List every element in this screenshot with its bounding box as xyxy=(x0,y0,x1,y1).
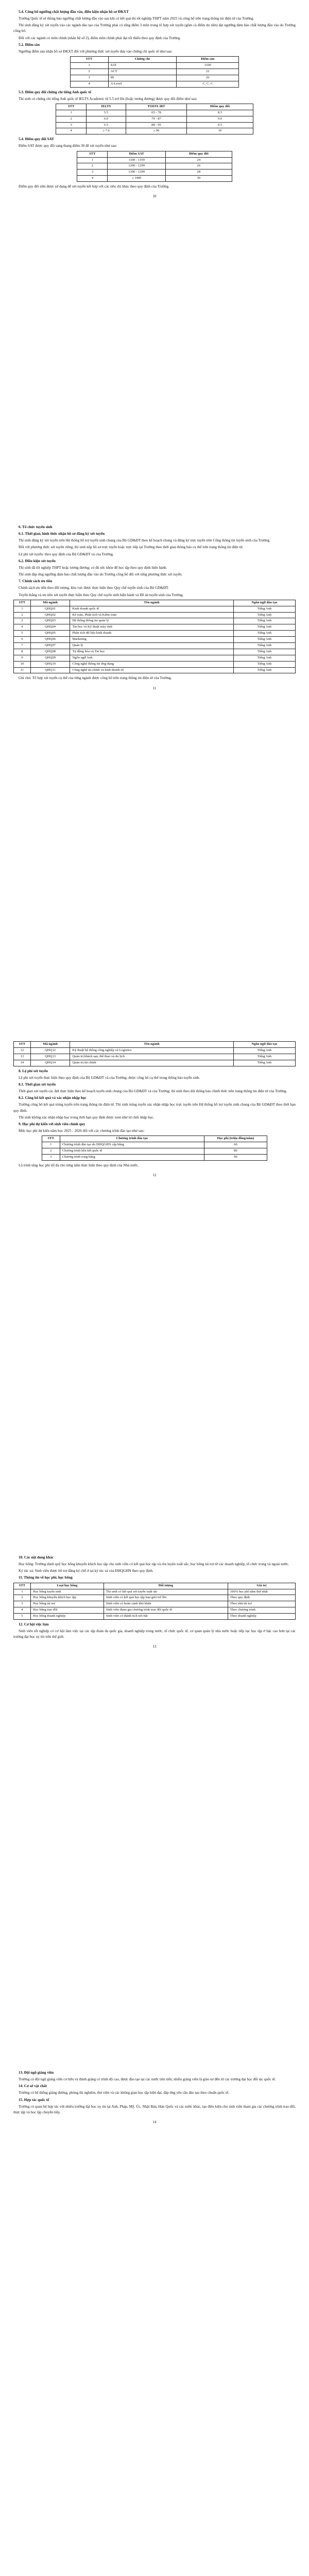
table-cell: 5 xyxy=(14,1614,31,1620)
table-cell: 4 xyxy=(56,128,87,134)
table-cell: 8.5 xyxy=(187,110,253,116)
table-row xyxy=(14,649,296,655)
table-cell: Tiếng Anh xyxy=(233,606,295,612)
table-cell: 26 xyxy=(165,163,232,170)
table-cell: Tiếng Anh xyxy=(233,624,295,631)
paragraph: Ký túc xá: Sinh viên được hỗ trợ đăng ký chỗ ở tại ký túc xá của ĐHQGHN theo quy định. xyxy=(19,1569,153,1573)
table-header-cell: Điểm quy đổi xyxy=(165,151,232,157)
tuition-table xyxy=(42,1136,267,1161)
section-heading: 5.2. Điểm sàn xyxy=(19,42,40,47)
table-cell: 5.5 xyxy=(87,110,126,116)
table-header-row xyxy=(77,151,232,157)
paragraph: Lệ phí xét tuyển: theo quy định của Bộ GD&ĐT và của Trường. xyxy=(19,552,114,556)
table-header-cell: Học phí (triệu đồng/năm) xyxy=(204,1136,267,1142)
table-cell: QHQ04 xyxy=(30,624,70,631)
table-cell: Tiếng Anh xyxy=(233,661,295,667)
table-cell: 7 xyxy=(14,642,31,649)
table-cell: Kỹ thuật hệ thống công nghiệp và Logistics xyxy=(70,1047,233,1054)
table-cell: 2 xyxy=(14,1595,31,1601)
table-row xyxy=(56,116,253,122)
table-header-cell: Điểm SAT xyxy=(108,151,166,157)
table-cell: QHQ03 xyxy=(30,618,70,624)
table-cell: 1200 - 1299 xyxy=(108,163,166,170)
table-row xyxy=(14,1607,296,1614)
paragraph: Lộ trình tăng học phí tối đa cho từng năm thực hiện theo quy định của Nhà nước. xyxy=(19,1163,139,1167)
table-cell: 24 xyxy=(165,157,232,163)
table-cell: 79 - 87 xyxy=(126,116,187,122)
table-cell: Kế toán, Phân tích và Kiểm toán xyxy=(70,612,233,618)
table-header-row xyxy=(42,1136,267,1142)
table-row xyxy=(77,170,232,176)
paragraph: Thí sinh có chứng chỉ tiếng Anh quốc tế IELTS Academic từ 5.5 trở lên (hoặc tương đương) được quy đổi điểm như sau: xyxy=(19,96,197,101)
table-header-cell: Chương trình đào tạo xyxy=(60,1136,204,1142)
paragraph: Chính sách ưu tiên theo đối tượng, khu vực được thực hiện theo Quy chế tuyển sinh của Bộ GD&ĐT. xyxy=(19,586,169,590)
paragraph: Điểm SAT được quy đổi sang thang điểm 30 để xét tuyển như sau: xyxy=(19,144,117,148)
table-cell: Theo quy định xyxy=(228,1595,295,1601)
table-cell: Tự động hóa và Tin học xyxy=(70,649,233,655)
table-row xyxy=(14,637,296,643)
table-cell: Phân tích dữ liệu kinh doanh xyxy=(70,631,233,637)
section-heading: 11. Thông tin về học phí, học bổng xyxy=(19,1575,73,1580)
table-header-cell: STT xyxy=(14,1042,31,1048)
table-header-cell: STT xyxy=(14,1583,31,1589)
program-table xyxy=(13,600,296,674)
table-cell: 9 xyxy=(14,655,31,661)
table-row xyxy=(14,1595,296,1601)
table-cell: 8 xyxy=(14,649,31,655)
table-cell: 1100 xyxy=(177,62,239,69)
table-cell: Học bổng tài trợ xyxy=(30,1601,104,1607)
table-cell: Tiếng Anh xyxy=(233,1047,295,1054)
table-row xyxy=(14,655,296,661)
table-cell: 1 xyxy=(56,110,87,116)
table-header-cell: Đối tượng xyxy=(104,1583,228,1589)
table-cell: Thí sinh có kết quả xét tuyển xuất sắc xyxy=(104,1589,228,1595)
table-cell: 1100 - 1199 xyxy=(108,157,166,163)
paragraph: Trường Quốc tế sẽ thông báo ngưỡng chất lượng đầu vào sau khi có kết quả thi tốt nghiệp THPT năm 2025 và công bố trên trang thông tin điện tử của Trường. xyxy=(19,16,254,21)
doc-page-3 xyxy=(0,1030,309,1546)
table-row xyxy=(14,1614,296,1620)
table-cell: Sinh viên có hoàn cảnh khó khăn xyxy=(104,1601,228,1607)
table-row xyxy=(14,667,296,673)
table-row xyxy=(42,1142,267,1148)
table-cell: Học bổng doanh nghiệp xyxy=(30,1614,104,1620)
section-heading: 5.4. Điểm quy đổi SAT xyxy=(19,137,54,142)
table-cell: 1 xyxy=(14,606,31,612)
table-row xyxy=(70,69,239,75)
table-row xyxy=(14,1060,296,1066)
table-row xyxy=(70,81,239,87)
table-row xyxy=(70,62,239,69)
table-note: Ghi chú: Tổ hợp xét tuyển cụ thể của từng ngành được công bố trên trang thông tin điện tử của Trường. xyxy=(19,676,172,681)
page-number: 12 xyxy=(152,1173,157,1177)
table-cell: 26 xyxy=(177,75,239,81)
table-cell: Chương trình song bằng xyxy=(60,1154,204,1160)
table-header-row xyxy=(14,1042,296,1048)
table-cell: Theo nhà tài trợ xyxy=(228,1601,295,1607)
table-cell: 3 xyxy=(14,1601,31,1607)
table-cell: 13 xyxy=(14,1054,31,1060)
paragraph: Học bổng: Trường dành quỹ học bổng khuyến khích học tập cho sinh viên có kết quả học tập và rèn luyện xuất sắc; học bổng tài trợ từ các doanh nghiệp, tổ chức trong và ngoài nước. xyxy=(19,1562,289,1567)
table-cell: Ngôn ngữ Anh xyxy=(70,655,233,661)
table-cell: 3 xyxy=(70,75,108,81)
doc-page-4 xyxy=(0,1546,309,2061)
table-cell: ≥ 96 xyxy=(126,128,187,134)
table-cell: 100% học phí năm thứ nhất xyxy=(228,1589,295,1595)
section-heading: 5.3. Điểm quy đổi chứng chỉ tiếng Anh quốc tế xyxy=(19,90,92,94)
table-header-cell: Mã ngành xyxy=(30,1042,70,1048)
table-cell: 90 xyxy=(204,1154,267,1160)
table-header-row xyxy=(70,57,239,63)
table-cell: QHQ12 xyxy=(30,1047,70,1054)
table-cell: Học bổng khuyến khích học tập xyxy=(30,1595,104,1601)
table-cell: Kinh doanh quốc tế xyxy=(70,606,233,612)
page-number: 11 xyxy=(152,686,157,690)
table-cell: 3 xyxy=(14,618,31,624)
paragraph: Lệ phí xét tuyển thực hiện theo quy định của Bộ GD&ĐT và của Trường; được công bố cụ thể trong thông báo tuyển sinh. xyxy=(19,1075,200,1080)
section-heading: 8. Lệ phí xét tuyển xyxy=(19,1069,48,1073)
table-cell: Quản trị tài chính xyxy=(70,1060,233,1066)
table-header-cell: Điểm sàn xyxy=(177,57,239,63)
table-header-cell: Tên ngành xyxy=(70,600,233,606)
table-row xyxy=(14,606,296,612)
table-cell: 10 xyxy=(14,661,31,667)
ielts-conversion-table xyxy=(56,104,253,134)
table-header-row xyxy=(14,1583,296,1589)
table-row xyxy=(14,618,296,624)
paragraph: Thí sinh đáp ứng ngưỡng đảm bảo chất lượng đầu vào do Trường công bố đối với từng phương thức xét tuyển. xyxy=(19,572,183,577)
table-row xyxy=(14,642,296,649)
table-cell: 4 xyxy=(77,176,108,182)
table-header-row xyxy=(14,600,296,606)
table-cell: Theo chương trình xyxy=(228,1607,295,1614)
table-header-cell: Loại học bổng xyxy=(30,1583,104,1589)
paragraph: Thí sinh không xác nhận nhập học trong thời hạn quy định được xem như từ chối nhập học. xyxy=(19,1115,154,1120)
table-cell: C, C, C xyxy=(177,81,239,87)
table-row xyxy=(14,624,296,631)
table-header-cell: TOEFL iBT xyxy=(126,104,187,110)
paragraph: Đối với phương thức xét tuyển riêng, thí sinh nộp hồ sơ trực tuyến hoặc trực tiếp tại Trường theo thời gian thông báo cụ thể trên trang thông tin điện tử. xyxy=(19,545,244,550)
section-heading: 8.2. Công bố kết quả và xác nhận nhập học xyxy=(19,1096,87,1100)
table-header-cell: Ngôn ngữ đào tạo xyxy=(233,1042,295,1048)
table-cell: Tiếng Anh xyxy=(233,655,295,661)
table-cell: 3 xyxy=(77,170,108,176)
table-cell: 1 xyxy=(14,1589,31,1595)
table-cell: 3 xyxy=(56,122,87,128)
table-cell: QHQ06 xyxy=(30,637,70,643)
table-row xyxy=(42,1154,267,1160)
table-row xyxy=(14,1047,296,1054)
table-cell: 2 xyxy=(70,69,108,75)
paragraph: Thí sinh đăng ký xét tuyển vào các ngành đào tạo của Trường phải có tổng điểm 3 môn trong tổ hợp xét tuyển (gồm cả điểm ưu tiên) đạt ngưỡng đảm bảo chất lượng đầu vào do Trường công bố. xyxy=(13,23,296,33)
table-header-cell: Ngôn ngữ đào tạo xyxy=(233,600,295,606)
table-header-cell: Tên ngành xyxy=(70,1042,233,1048)
table-cell: SAT xyxy=(108,62,176,69)
paragraph: Mức học phí dự kiến năm học 2025 - 2026 đối với các chương trình đào tạo như sau: xyxy=(19,1128,145,1133)
table-cell: Sinh viên có kết quả học tập loại giỏi trở lên xyxy=(104,1595,228,1601)
table-cell: Tiếng Anh xyxy=(233,637,295,643)
table-cell: Tiếng Anh xyxy=(233,1054,295,1060)
table-header-cell: STT xyxy=(14,600,31,606)
table-cell: Quản lý xyxy=(70,642,233,649)
table-cell: 11 xyxy=(14,667,31,673)
table-header-cell: Điểm quy đổi xyxy=(187,104,253,110)
section-heading: 8.1. Thời gian xét tuyển xyxy=(19,1082,56,1087)
table-cell: IB xyxy=(108,75,176,81)
table-cell: 2 xyxy=(77,163,108,170)
section-heading: 15. Hợp tác quốc tế xyxy=(19,2097,49,2102)
table-cell: QHQ14 xyxy=(30,1060,70,1066)
table-cell: QHQ11 xyxy=(30,667,70,673)
table-cell: Chương trình liên kết quốc tế xyxy=(60,1148,204,1154)
page-number: 10 xyxy=(152,194,157,199)
doc-page-2 xyxy=(0,515,309,1030)
section-heading: 6. Tổ chức tuyển sinh xyxy=(19,525,53,529)
doc-page-5 xyxy=(0,2061,309,2576)
table-row xyxy=(14,631,296,637)
table-cell: ≥ 7.0 xyxy=(87,128,126,134)
table-header-cell: Mã ngành xyxy=(30,600,70,606)
table-cell: 2 xyxy=(56,116,87,122)
table-cell: Học bổng tuyển sinh xyxy=(30,1589,104,1595)
table-cell: Tiếng Anh xyxy=(233,642,295,649)
table-cell: 1 xyxy=(42,1142,60,1148)
page-number: 14 xyxy=(152,2120,157,2125)
table-cell: ACT xyxy=(108,69,176,75)
table-cell: Tin học và Kỹ thuật máy tính xyxy=(70,624,233,631)
table-cell: 6.0 xyxy=(87,116,126,122)
table-header-row xyxy=(56,104,253,110)
table-cell: Công nghệ thông tin ứng dụng xyxy=(70,661,233,667)
paragraph: Thời gian xét tuyển các đợt thực hiện theo kế hoạch tuyển sinh chung của Bộ GD&ĐT và của Trường; thí sinh theo dõi thông báo chính thức trên trang thông tin điện tử của Trường. xyxy=(19,1089,287,1094)
table-row xyxy=(14,1601,296,1607)
table-cell: 4 xyxy=(70,81,108,87)
table-cell: 80 xyxy=(204,1148,267,1154)
sat-conversion-table xyxy=(77,151,232,182)
table-cell: 65 - 78 xyxy=(126,110,187,116)
table-cell: 6.5 xyxy=(87,122,126,128)
table-cell: QHQ08 xyxy=(30,649,70,655)
table-cell: Theo doanh nghiệp xyxy=(228,1614,295,1620)
table-row xyxy=(56,110,253,116)
table-cell: Quản trị khách sạn, thể thao và du lịch xyxy=(70,1054,233,1060)
table-cell: Tiếng Anh xyxy=(233,618,295,624)
page-number: 13 xyxy=(152,1645,157,1649)
table-cell: Tiếng Anh xyxy=(233,667,295,673)
table-cell: Tiếng Anh xyxy=(233,649,295,655)
table-row xyxy=(77,176,232,182)
paragraph: Trường có quan hệ hợp tác với nhiều trường đại học uy tín tại Anh, Pháp, Mỹ, Úc, Nhật Bản, Hàn Quốc và các nước khác, tạo điều kiện cho sinh viên tham gia các chương trình trao đổi, thực tập và học tập chuyển tiếp. xyxy=(13,2104,296,2114)
table-row xyxy=(77,157,232,163)
table-cell: A-Level xyxy=(108,81,176,87)
scholarship-table xyxy=(13,1583,296,1620)
section-heading: 9. Học phí dự kiến với sinh viên chính quy xyxy=(19,1122,85,1126)
table-cell: QHQ10 xyxy=(30,661,70,667)
table-cell: 88 - 95 xyxy=(126,122,187,128)
paragraph: Điểm quy đổi trên được sử dụng để xét tuyển kết hợp với các tiêu chí khác theo quy định của Trường. xyxy=(19,184,169,189)
table-cell: 1 xyxy=(70,62,108,69)
table-cell: QHQ13 xyxy=(30,1054,70,1060)
table-row xyxy=(14,1054,296,1060)
table-cell: 1 xyxy=(77,157,108,163)
table-cell: Tiếng Anh xyxy=(233,631,295,637)
paragraph: Ngưỡng điểm sàn nhận hồ sơ ĐKXT đối với phương thức xét tuyển dựa vào chứng chỉ quốc tế như sau: xyxy=(19,49,173,54)
table-cell: 2 xyxy=(14,612,31,618)
section-heading: 12. Cơ hội việc làm xyxy=(19,1622,49,1626)
cert-threshold-table xyxy=(70,56,239,87)
table-header-cell: STT xyxy=(70,57,108,63)
table-row xyxy=(14,661,296,667)
table-cell: 22 xyxy=(177,69,239,75)
table-row xyxy=(77,163,232,170)
table-cell: 9.5 xyxy=(187,122,253,128)
table-cell: Công nghệ tài chính và kinh doanh số xyxy=(70,667,233,673)
table-cell: 10 xyxy=(187,128,253,134)
section-heading: 14. Cơ sở vật chất xyxy=(19,2084,47,2089)
paragraph: Sinh viên tốt nghiệp có cơ hội làm việc tại các tập đoàn đa quốc gia, doanh nghiệp trong nước, tổ chức quốc tế, cơ quan quản lý nhà nước hoặc tiếp tục học tập ở bậc cao hơn tại các trường đại học uy tín trên thế giới. xyxy=(13,1629,296,1639)
table-cell: 5 xyxy=(14,631,31,637)
table-row xyxy=(56,128,253,134)
table-row xyxy=(42,1148,267,1154)
paragraph: Trường có đội ngũ giảng viên cơ hữu và thỉnh giảng có trình độ cao, được đào tạo tại các nước tiên tiến; nhiều giảng viên là giáo sư đến từ các trường đại học đối tác quốc tế. xyxy=(19,2077,276,2082)
table-row xyxy=(14,612,296,618)
paragraph: Đối với các ngành có môn chính (nhân hệ số 2), điểm môn chính phải đạt tối thiểu theo quy định của Trường. xyxy=(19,36,181,40)
table-row xyxy=(70,75,239,81)
table-cell: Hệ thống thông tin quản lý xyxy=(70,618,233,624)
table-header-cell: Chứng chỉ xyxy=(108,57,176,63)
program-table-cont xyxy=(13,1041,296,1066)
paragraph: Tuyển thẳng và ưu tiên xét tuyển thực hiện theo Quy chế tuyển sinh hiện hành và Đề án tuyển sinh của Trường. xyxy=(19,592,184,597)
section-heading: 13. Đội ngũ giảng viên xyxy=(19,2071,54,2075)
table-cell: QHQ05 xyxy=(30,631,70,637)
table-row xyxy=(56,122,253,128)
table-cell: 4 xyxy=(14,1607,31,1614)
table-cell: 60 xyxy=(204,1142,267,1148)
table-cell: 28 xyxy=(165,170,232,176)
table-cell: QHQ02 xyxy=(30,612,70,618)
table-cell: QHQ07 xyxy=(30,642,70,649)
section-heading: 6.1. Thời gian, hình thức nhận hồ sơ đăng ký xét tuyển xyxy=(19,532,105,536)
table-cell: QHQ01 xyxy=(30,606,70,612)
table-cell: Sinh viên có thành tích nổi bật xyxy=(104,1614,228,1620)
table-cell: 2 xyxy=(42,1148,60,1154)
table-cell: Sinh viên tham gia chương trình trao đổi quốc tế xyxy=(104,1607,228,1614)
paragraph: Trường công bố kết quả trúng tuyển trên trang thông tin điện tử. Thí sinh trúng tuyển xác nhận nhập học trực tuyến trên Hệ thống hỗ trợ tuyển sinh chung của Bộ GD&ĐT theo thời hạn quy định. xyxy=(13,1103,296,1113)
table-header-cell: IELTS xyxy=(87,104,126,110)
doc-page-1 xyxy=(0,0,309,515)
table-row xyxy=(14,1589,296,1595)
table-cell: ≥ 1400 xyxy=(108,176,166,182)
table-header-cell: Giá trị xyxy=(228,1583,295,1589)
paragraph: Thí sinh đã tốt nghiệp THPT hoặc tương đương; có đủ sức khỏe để học tập theo quy định hiện hành. xyxy=(19,565,167,570)
table-header-cell: STT xyxy=(56,104,87,110)
table-cell: 4 xyxy=(14,624,31,631)
table-cell: 12 xyxy=(14,1047,31,1054)
table-cell: 6 xyxy=(14,637,31,643)
table-header-cell: STT xyxy=(42,1136,60,1142)
table-cell: Tiếng Anh xyxy=(233,612,295,618)
table-cell: 30 xyxy=(165,176,232,182)
table-cell: Marketing xyxy=(70,637,233,643)
paragraph: Trường có hệ thống giảng đường, phòng thí nghiệm, thư viện và các không gian học tập hiện đại, đáp ứng yêu cầu đào tạo theo chuẩn quốc tế. xyxy=(19,2091,229,2095)
section-heading: 5.4. Công bố ngưỡng chất lượng đầu vào, điều kiện nhận hồ sơ ĐKXT xyxy=(19,10,129,14)
table-cell: QHQ09 xyxy=(30,655,70,661)
table-cell: Tiếng Anh xyxy=(233,1060,295,1066)
section-heading: 6.2. Điều kiện xét tuyển xyxy=(19,558,56,563)
table-cell: 9.0 xyxy=(187,116,253,122)
table-cell: 3 xyxy=(42,1154,60,1160)
table-cell: Chương trình đào tạo do ĐHQGHN cấp bằng xyxy=(60,1142,204,1148)
table-cell: 14 xyxy=(14,1060,31,1066)
paragraph: Thí sinh đăng ký xét tuyển trên Hệ thống hỗ trợ tuyển sinh chung của Bộ GD&ĐT theo kế hoạch chung và đăng ký trực tuyến trên Cổng thông tin tuyển sinh của Trường. xyxy=(19,538,270,543)
table-header-cell: STT xyxy=(77,151,108,157)
section-heading: 7. Chính sách ưu tiên xyxy=(19,579,53,584)
section-heading: 10. Các nội dung khác xyxy=(19,1555,54,1560)
table-cell: 1300 - 1399 xyxy=(108,170,166,176)
table-cell: Học bổng trao đổi xyxy=(30,1607,104,1614)
